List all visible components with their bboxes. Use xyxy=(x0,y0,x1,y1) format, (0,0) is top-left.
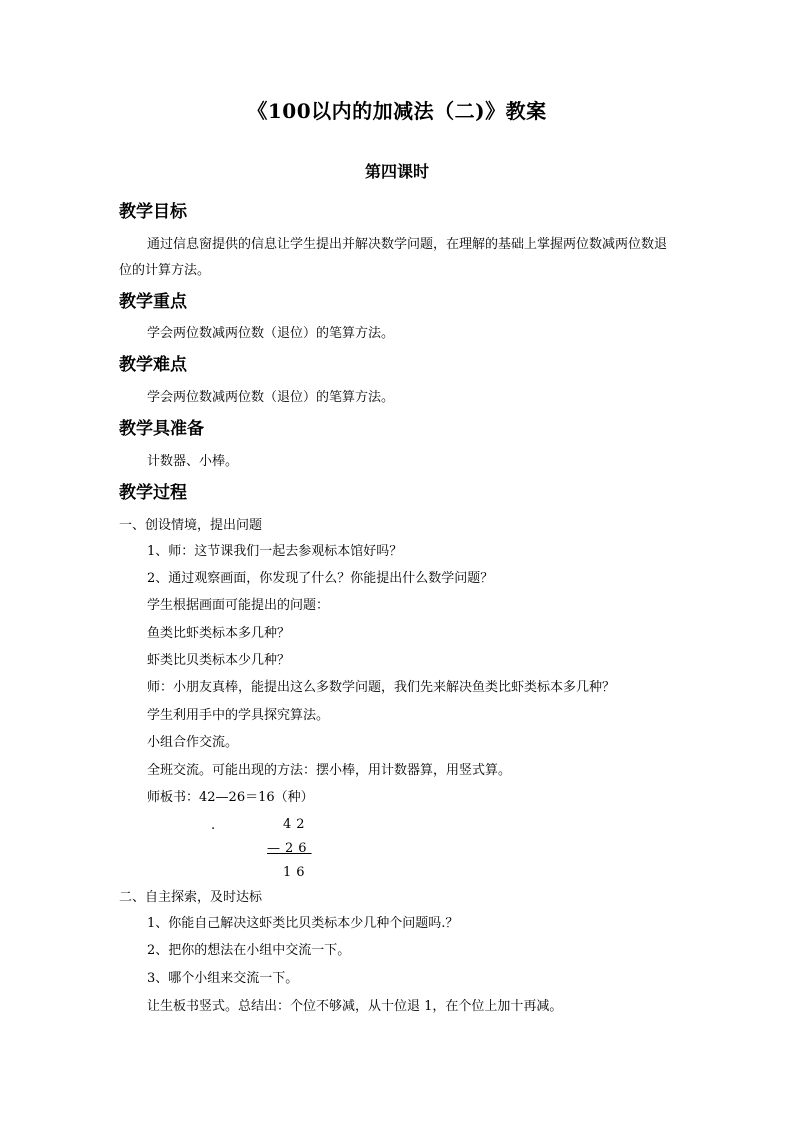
list-item: 2、把你的想法在小组中交流一下。 xyxy=(147,943,351,958)
difficulty-text: 学会两位数减两位数（退位）的笔算方法。 xyxy=(147,390,395,405)
part1-title: 一、创设情境，提出问题 xyxy=(119,518,263,533)
list-item: 鱼类比虾类标本多几种？ xyxy=(147,626,291,641)
stray-dot: . xyxy=(211,818,216,833)
heading-key: 教学重点 xyxy=(119,292,187,312)
vertical-calc-result: 16 xyxy=(283,865,310,880)
list-item: 学生利用手中的学具探究算法。 xyxy=(147,708,330,723)
list-item: 1、你能自己解决这虾类比贝类标本少几种个问题吗.？ xyxy=(147,916,459,931)
vertical-calc-top: 42 xyxy=(283,817,310,832)
heading-difficulty: 教学难点 xyxy=(119,355,187,375)
list-item: 2、通过观察画面，你发现了什么？你能提出什么数学问题？ xyxy=(147,571,494,586)
list-item: 学生根据画面可能提出的问题： xyxy=(147,598,330,613)
heading-goal: 教学目标 xyxy=(119,202,187,222)
part2-title: 二、自主探索，及时达标 xyxy=(119,890,263,905)
list-item: 师：小朋友真棒，能提出这么多数学问题，我们先来解决鱼类比虾类标本多几种？ xyxy=(147,680,616,695)
document-title: 《100以内的加减法（二)》教案 xyxy=(247,99,547,123)
list-item: 虾类比贝类标本少几种？ xyxy=(147,653,291,668)
list-item: 小组合作交流。 xyxy=(147,735,239,750)
summary-text: 让生板书竖式。总结出：个位不够减，从十位退 1，在个位上加十再减。 xyxy=(147,999,563,1014)
tools-text: 计数器、小棒。 xyxy=(147,454,239,469)
lesson-subtitle: 第四课时 xyxy=(364,162,429,181)
heading-tools: 教学具准备 xyxy=(119,419,204,439)
list-item: 1、师：这节课我们一起去参观标本馆好吗？ xyxy=(147,544,403,559)
list-item: 3、哪个小组来交流一下。 xyxy=(147,971,299,986)
heading-process: 教学过程 xyxy=(119,483,187,503)
list-item: 全班交流。可能出现的方法：摆小棒，用计数器算，用竖式算。 xyxy=(147,763,512,778)
board-equation: 师板书：42—26＝16（种） xyxy=(147,790,314,805)
key-text: 学会两位数减两位数（退位）的笔算方法。 xyxy=(147,326,395,341)
goal-text: 通过信息窗提供的信息让学生提出并解决数学问题，在理解的基础上掌握两位数减两位数退位的计算方法。 xyxy=(119,237,668,278)
vertical-calc-subtrahend: —26 xyxy=(267,841,312,856)
